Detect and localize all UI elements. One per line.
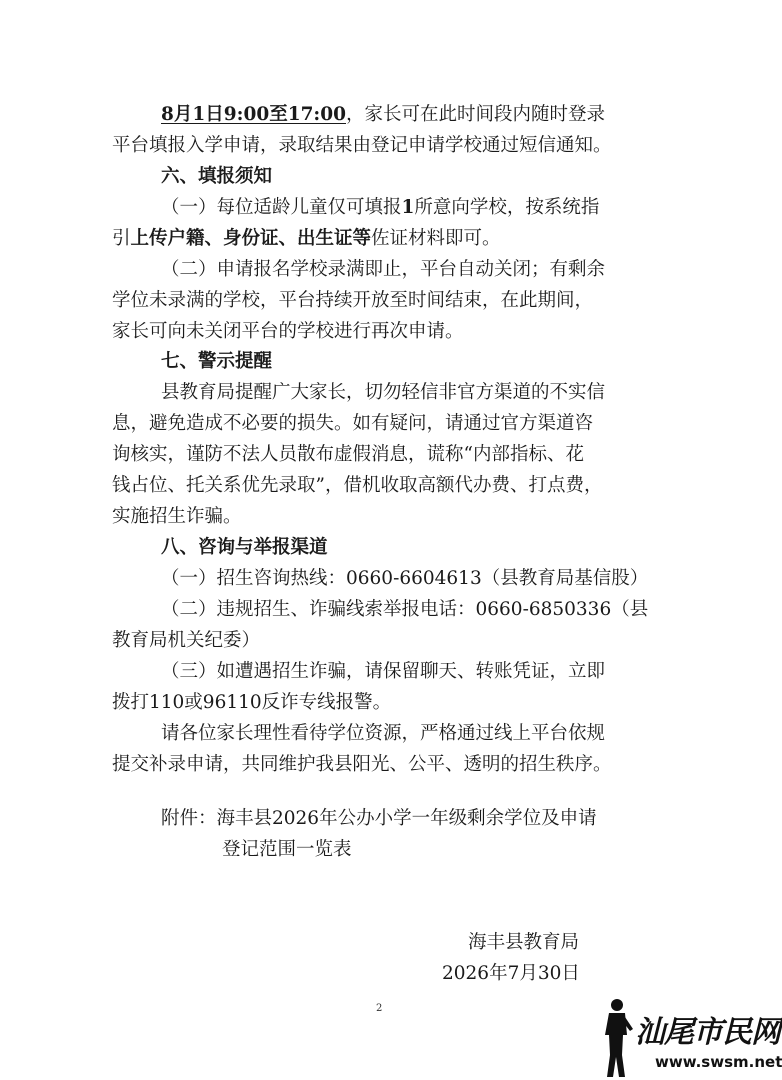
- section6-item2-line2: 学位未录满的学校，平台持续开放至时间结束，在此期间，: [112, 290, 594, 311]
- figure-silhouette-icon: [595, 995, 635, 1080]
- section7-line1: 县教育局提醒广大家长，切勿轻信非官方渠道的不实信: [161, 382, 606, 403]
- section8-item2-line1: （二）违规招生、诈骗线索举报电话：0660-6850336（县: [161, 599, 649, 620]
- section6-item1-line2: [112, 227, 501, 251]
- section8-item2-line2: 教育局机关纪委）: [112, 630, 261, 651]
- section6-item2-line1: （二）申请报名学校录满即止，平台自动关闭；有剩余: [161, 259, 606, 280]
- para1-line1: [161, 103, 605, 127]
- attachment-line1: 附件：海丰县2026年公办小学一年级剩余学位及申请: [161, 808, 597, 829]
- school-count: 1: [401, 197, 415, 218]
- section8-heading: 八、咨询与举报渠道: [161, 537, 328, 558]
- closing-line2: 提交补录申请，共同维护我县阳光、公平、透明的招生秩序。: [112, 754, 612, 775]
- signature-org: 海丰县教育局: [468, 932, 580, 953]
- section8-item1: （一）招生咨询热线：0660-6604613（县教育局基信股）: [161, 568, 649, 589]
- section7-line5: 实施招生诈骗。: [112, 506, 242, 527]
- section7-line2: 息，避免造成不必要的损失。如有疑问，请通过官方渠道咨: [112, 413, 594, 434]
- signature-date: 2026年7月30日: [442, 963, 580, 984]
- section8-item3-line2: 拨打110或96110反诈专线报警。: [112, 692, 392, 713]
- page-number: 2: [376, 1003, 383, 1014]
- section6-item1-line1: [161, 196, 599, 220]
- section8-item3-line1: （三）如遭遇招生诈骗，请保留聊天、转账凭证，立即: [161, 661, 606, 682]
- para1-line1-rest: ，家长可在此时间段内随时登录: [346, 104, 606, 125]
- required-documents: 上传户籍、身份证、出生证等: [130, 228, 372, 249]
- section6-item1-text-c: 引: [112, 228, 131, 249]
- site-watermark: [595, 995, 782, 1080]
- section7-line3: 询核实，谨防不法人员散布虚假消息，谎称“内部指标、花: [112, 444, 584, 465]
- section6-heading: 六、填报须知: [161, 166, 273, 187]
- section7-heading: 七、警示提醒: [161, 351, 273, 372]
- attachment-line2: 登记范围一览表: [222, 839, 352, 860]
- watermark-name: 汕尾市民网: [635, 1015, 780, 1050]
- section6-item2-line3: 家长可向未关闭平台的学校进行再次申请。: [112, 321, 464, 342]
- section6-item1-text-b: 所意向学校，按系统指: [414, 197, 600, 218]
- section6-item1-text-a: （一）每位适龄儿童仅可填报: [161, 197, 402, 218]
- registration-datetime: 8月1日9:00至17:00: [161, 104, 347, 125]
- section7-line4: 钱占位、托关系优先录取”，借机收取高额代办费、打点费，: [112, 475, 603, 496]
- section6-item1-text-d: 佐证材料即可。: [371, 228, 501, 249]
- para1-line2: 平台填报入学申请，录取结果由登记申请学校通过短信通知。: [112, 135, 612, 156]
- watermark-url: www.swsm.net: [655, 1053, 782, 1071]
- closing-line1: 请各位家长理性看待学位资源，严格通过线上平台依规: [161, 723, 606, 744]
